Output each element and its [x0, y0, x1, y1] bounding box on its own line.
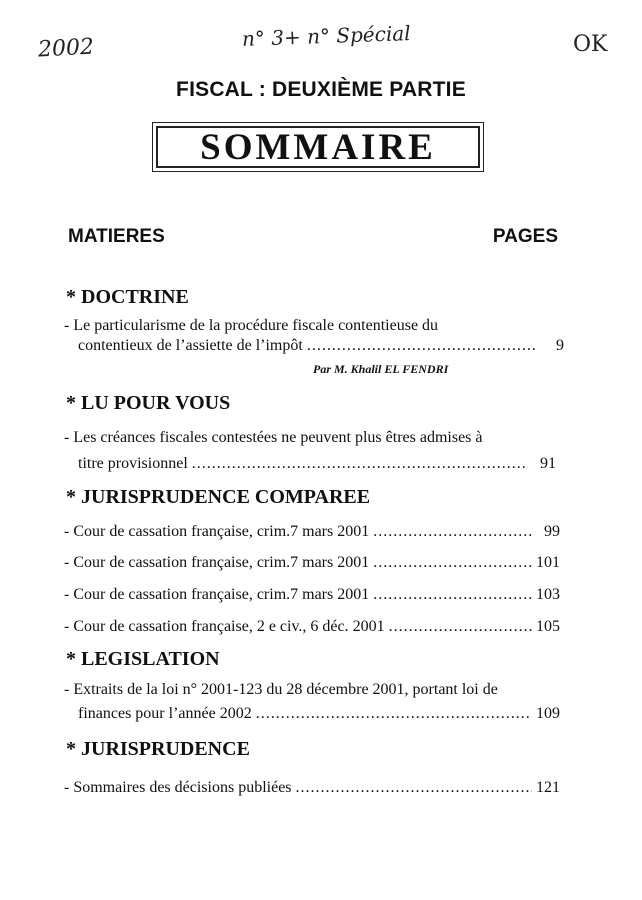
toc-entry [64, 778, 560, 798]
toc-entry [64, 522, 560, 542]
leader-dots [256, 704, 532, 724]
leader-dots [389, 617, 532, 637]
leader-dots [373, 553, 532, 573]
page-title: FISCAL : DEUXIÈME PARTIE [176, 78, 466, 101]
entry-line: - Sommaires des décisions publiées [64, 779, 292, 796]
entry-line: titre provisionnel [78, 455, 188, 472]
entry-line: - Cour de cassation française, 2 e civ., 6 déc. 2001 [64, 618, 385, 635]
entry-line: - Les créances fiscales contestées ne peuvent plus êtres admises à [64, 429, 483, 446]
toc-entry-legislation [64, 680, 560, 724]
page-number: 121 [536, 779, 560, 796]
toc-entry [64, 617, 560, 637]
toc-entry [64, 585, 560, 605]
entry-line: - Extraits de la loi n° 2001-123 du 28 décembre 2001, portant loi de [64, 681, 498, 698]
entry-line: - Cour de cassation française, crim.7 mars 2001 [64, 586, 370, 603]
sommaire-heading: SOMMAIRE [156, 126, 480, 168]
author-line: Par M. Khalil EL FENDRI [313, 362, 449, 376]
page-number: 91 [540, 455, 556, 472]
page-number: 9 [556, 337, 564, 354]
section-heading-legislation: * LEGISLATION [66, 648, 220, 670]
leader-dots [307, 336, 536, 356]
page-number: 109 [536, 705, 560, 722]
leader-dots [373, 585, 532, 605]
page-number: 103 [536, 586, 560, 603]
leader-dots [373, 522, 532, 542]
handwritten-year: 2002 [37, 34, 95, 63]
toc-entry [64, 553, 560, 573]
page-number: 105 [536, 618, 560, 635]
column-header-matieres: MATIERES [68, 226, 165, 247]
leader-dots [296, 778, 532, 798]
entry-line: - Le particularisme de la procédure fiscale contentieuse du [64, 317, 439, 334]
page-number: 99 [544, 523, 560, 540]
entry-line: contentieux de l’assiette de l’impôt [78, 337, 303, 354]
section-heading-jurisprudence: * JURISPRUDENCE [66, 738, 250, 760]
entry-line: - Cour de cassation française, crim.7 mars 2001 [64, 523, 370, 540]
handwritten-issue: n° 3+ n° Spécial [241, 21, 411, 51]
sommaire-box [152, 122, 484, 172]
section-heading-doctrine: * DOCTRINE [66, 286, 189, 308]
handwritten-ok: OK [573, 32, 608, 57]
page-number: 101 [536, 554, 560, 571]
entry-line: - Cour de cassation française, crim.7 mars 2001 [64, 554, 370, 571]
section-heading-lu-pour-vous: * LU POUR VOUS [66, 392, 231, 414]
section-heading-jurisprudence-comparee: * JURISPRUDENCE COMPAREE [66, 486, 371, 508]
leader-dots [192, 454, 528, 474]
entry-line: finances pour l’année 2002 [78, 705, 252, 722]
column-header-pages: PAGES [492, 226, 558, 247]
toc-entry-doctrine [64, 316, 564, 356]
toc-entry-lu-pour-vous [64, 428, 556, 474]
